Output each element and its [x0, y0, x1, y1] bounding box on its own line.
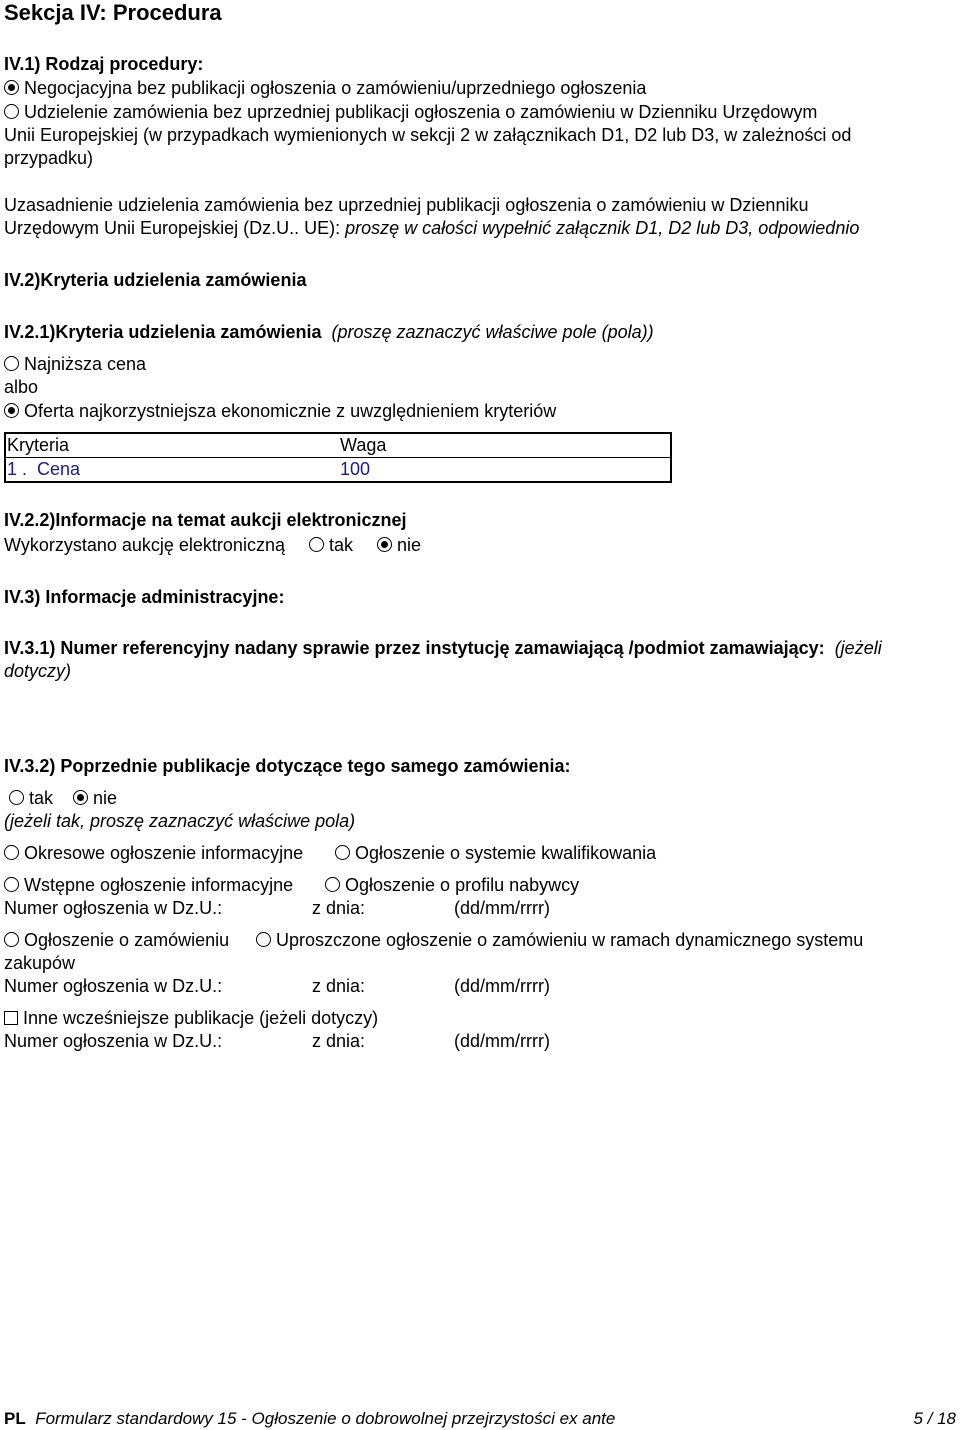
radio-empty-icon[interactable]: [4, 877, 19, 892]
auction-row: Wykorzystano aukcję elektroniczną tak nie: [4, 535, 422, 555]
footer-form-title: Formularz standardowy 15 - Ogłoszenie o dobrowolnej przejrzystości ex ante: [35, 1409, 616, 1428]
iv1-justification-line1: Uzasadnienie udzielenia zamówienia bez uprzedniej publikacji ogłoszenia o zamówieniu w Dzienniku: [4, 195, 809, 215]
prev-pub-option-tak[interactable]: tak: [9, 788, 53, 808]
table-header-row: [5, 433, 671, 458]
iv1-option-negotiated[interactable]: Negocjacyjna bez publikacji ogłoszenia o zamówieniu/uprzedniego ogłoszenia: [4, 77, 646, 100]
radio-empty-icon[interactable]: [335, 845, 350, 860]
date-label-2: z dnia:: [312, 976, 366, 996]
radio-empty-icon[interactable]: [256, 932, 271, 947]
footer-lang: PL: [4, 1409, 26, 1428]
iv1-option-award-without-publication[interactable]: Udzielenie zamówienia bez uprzedniej publikacji ogłoszenia o zamówieniu w Dzienniku Urzędowym: [4, 101, 817, 124]
checkbox-empty-icon[interactable]: [4, 1011, 18, 1025]
justification-note: proszę w całości wypełnić załącznik D1, D2 lub D3, odpowiednio: [345, 218, 860, 238]
criteria-weight-cell: 100: [339, 458, 671, 483]
iv32-heading: IV.3.2) Poprzednie publikacje dotyczące tego samego zamówienia:: [4, 756, 571, 776]
radio-empty-icon[interactable]: [4, 932, 19, 947]
radio-selected-icon[interactable]: [377, 537, 392, 552]
option-contract-notice[interactable]: Ogłoszenie o zamówieniu: [4, 929, 229, 952]
auction-option-nie[interactable]: nie: [377, 535, 421, 555]
iv1-heading: IV.1) Rodzaj procedury:: [4, 54, 204, 74]
iv1-justification-line2: Urzędowym Unii Europejskiej (Dz.U.. UE): proszę w całości wypełnić załącznik D1, D2 lub D3, odpowiednio: [4, 218, 860, 238]
prev-pub-option-nie[interactable]: nie: [73, 788, 117, 808]
if-yes-note: (jeżeli tak, proszę zaznaczyć właściwe pola): [4, 811, 356, 831]
radio-empty-icon[interactable]: [9, 790, 24, 805]
option-prior-information[interactable]: Wstępne ogłoszenie informacyjne: [4, 874, 293, 897]
section-title: Sekcja IV: Procedura: [4, 0, 222, 25]
iv22-heading: IV.2.2)Informacje na temat aukcji elektronicznej: [4, 510, 407, 530]
radio-empty-icon[interactable]: [4, 845, 19, 860]
header-weight: Waga: [340, 435, 387, 455]
albo-label: albo: [4, 377, 39, 397]
iv1-option-text-line3: przypadku): [4, 148, 94, 168]
radio-selected-icon[interactable]: [4, 403, 19, 418]
iv1-option-text-line2: Unii Europejskiej (w przypadkach wymienionych w sekcji 2 w załącznikach D1, D2 lub D3, w zależności od: [4, 125, 852, 145]
notice-number-label-1: Numer ogłoszenia w Dz.U.:: [4, 898, 223, 918]
prev-pub-row: [9, 787, 117, 810]
iv31-heading-line: IV.3.1) Numer referencyjny nadany sprawie przez instytucję zamawiającą /podmiot zamawiający: (jeżeli: [4, 638, 882, 658]
iv3-heading: IV.3) Informacje administracyjne:: [4, 587, 285, 607]
option-periodic-notice[interactable]: Okresowe ogłoszenie informacyjne: [4, 842, 303, 865]
iv31-note-line2: dotyczy): [4, 661, 72, 681]
date-label-1: z dnia:: [312, 898, 366, 918]
radio-selected-icon[interactable]: [73, 790, 88, 805]
header-criteria: Kryteria: [7, 435, 70, 455]
date-format-1: (dd/mm/rrrr): [454, 898, 550, 918]
criteria-option-lowest-price[interactable]: Najniższa cena: [4, 353, 146, 376]
simplified-notice-line2: zakupów: [4, 953, 76, 973]
iv21-heading-line: IV.2.1)Kryteria udzielenia zamówienia (proszę zaznaczyć właściwe pole (pola)): [4, 322, 654, 342]
radio-empty-icon[interactable]: [4, 104, 19, 119]
notice-number-label-2: Numer ogłoszenia w Dz.U.:: [4, 976, 223, 996]
option-simplified-notice[interactable]: Uproszczone ogłoszenie o zamówieniu w ramach dynamicznego systemu: [256, 929, 863, 952]
radio-empty-icon[interactable]: [325, 877, 340, 892]
option-buyer-profile[interactable]: Ogłoszenie o profilu nabywcy: [325, 874, 579, 897]
date-format-3: (dd/mm/rrrr): [454, 1031, 550, 1051]
option-other-publications[interactable]: Inne wcześniejsze publikacje (jeżeli dotyczy): [4, 1007, 378, 1030]
date-label-3: z dnia:: [312, 1031, 366, 1051]
criteria-table: [4, 432, 672, 483]
date-format-2: (dd/mm/rrrr): [454, 976, 550, 996]
radio-selected-icon[interactable]: [4, 80, 19, 95]
table-row: [5, 458, 671, 483]
criteria-option-best-offer[interactable]: Oferta najkorzystniejsza ekonomicznie z uwzględnieniem kryteriów: [4, 400, 556, 423]
option-qualification-system[interactable]: Ogłoszenie o systemie kwalifikowania: [335, 842, 656, 865]
radio-empty-icon[interactable]: [309, 537, 324, 552]
iv2-heading: IV.2)Kryteria udzielenia zamówienia: [4, 270, 307, 290]
footer: [4, 1407, 615, 1430]
notice-number-label-3: Numer ogłoszenia w Dz.U.:: [4, 1031, 223, 1051]
auction-option-tak[interactable]: tak: [309, 535, 353, 555]
radio-empty-icon[interactable]: [4, 356, 19, 371]
page-number: 5 / 18: [913, 1409, 956, 1428]
criteria-name-cell: 1 . Cena: [5, 458, 339, 483]
